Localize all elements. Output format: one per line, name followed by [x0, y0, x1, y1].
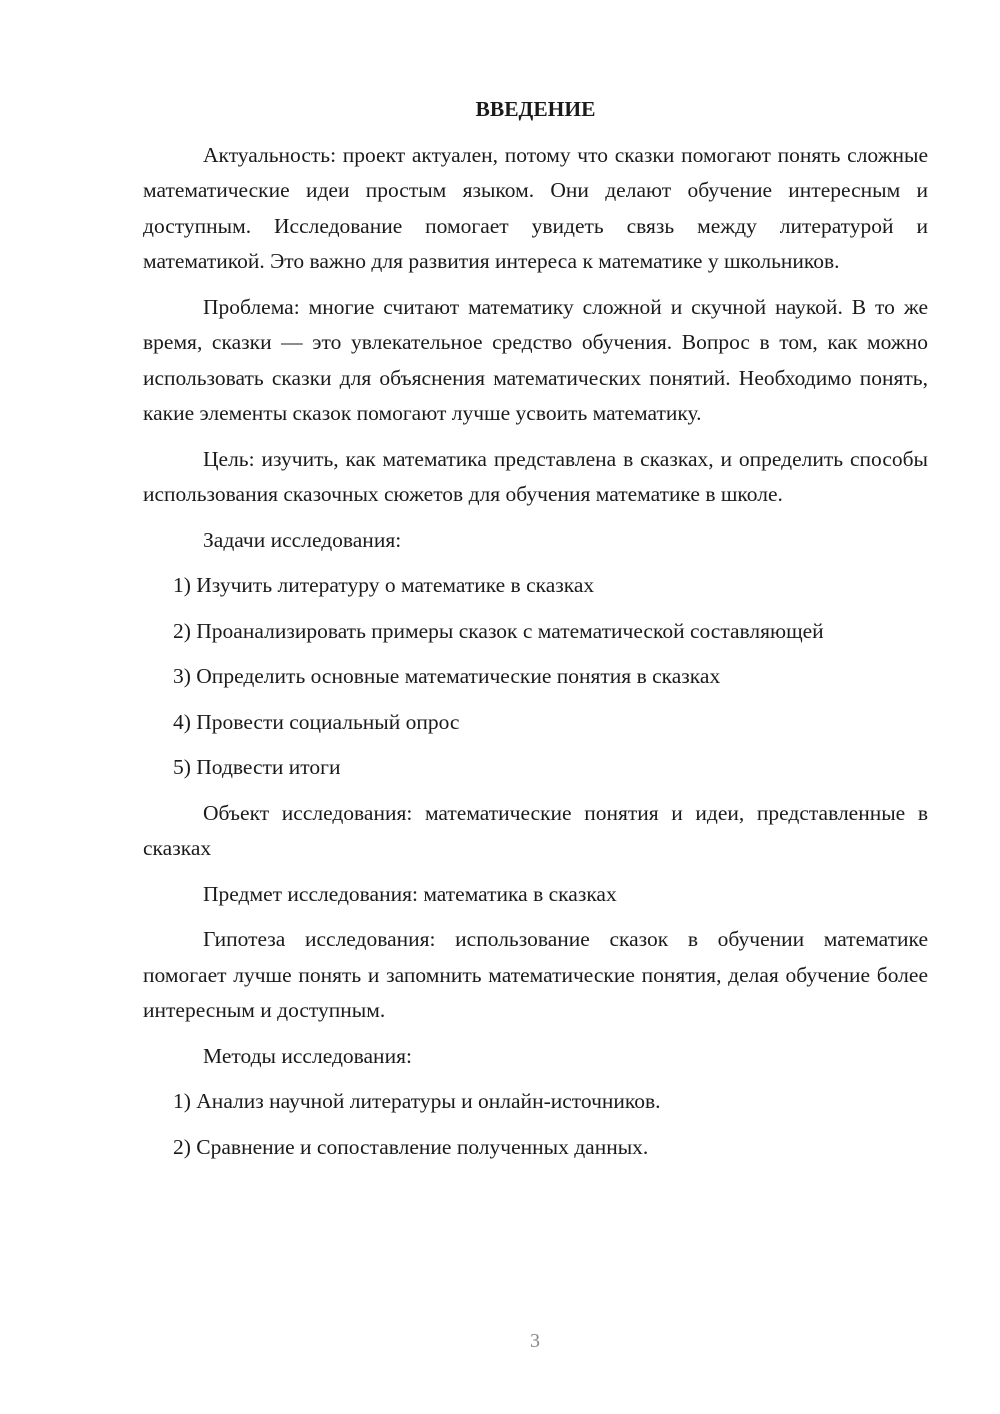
paragraph-hypothesis: Гипотеза исследования: использование сказок в обучении математике помогает лучше понять и запомнить математические понятия, делая обучение более интересным и доступным. [143, 927, 928, 1022]
list-item-task-4: 4) Провести социальный опрос [173, 709, 460, 734]
paragraph-relevance: Актуальность: проект актуален, потому что сказки помогают понять сложные математические идеи простым языком. Они делают обучение интересным и доступным. Исследование помогает увидеть связь между литературой и математикой. Это важно для развития интереса к математике у школьников. [143, 142, 928, 273]
paragraph-object: Объект исследования: математические понятия и идеи, представленные в сказках [143, 800, 928, 860]
list-item-task-5: 5) Подвести итоги [173, 755, 341, 779]
list-item-task-3: 3) Определить основные математические понятия в сказках [173, 664, 721, 688]
section-title: ВВЕДЕНИЕ [475, 97, 596, 121]
paragraph-methods-heading: Методы исследования: [203, 1043, 412, 1068]
page-number: 3 [530, 1330, 540, 1352]
list-item-task-2: 2) Проанализировать примеры сказок с математической составляющей [173, 618, 824, 643]
paragraph-subject: Предмет исследования: математика в сказках [203, 881, 617, 906]
paragraph-tasks-heading: Задачи исследования: [203, 527, 402, 552]
paragraph-goal: Цель: изучить, как математика представлена в сказках, и определить способы использования сказочных сюжетов для обучения математике в школе. [143, 446, 928, 506]
document-page [143, 92, 928, 1175]
list-item-task-1: 1) Изучить литературу о математике в сказках [173, 573, 595, 597]
list-item-method-2: 2) Сравнение и сопоставление полученных данных. [173, 1134, 649, 1159]
list-item-method-1: 1) Анализ научной литературы и онлайн-источников. [173, 1089, 661, 1113]
paragraph-problem: Проблема: многие считают математику сложной и скучной наукой. В то же время, сказки — это увлекательное средство обучения. Вопрос в том, как можно использовать сказки для объяснения математических понятий. Необходимо понять, какие элементы сказок помогают лучше усвоить математику. [143, 294, 928, 425]
